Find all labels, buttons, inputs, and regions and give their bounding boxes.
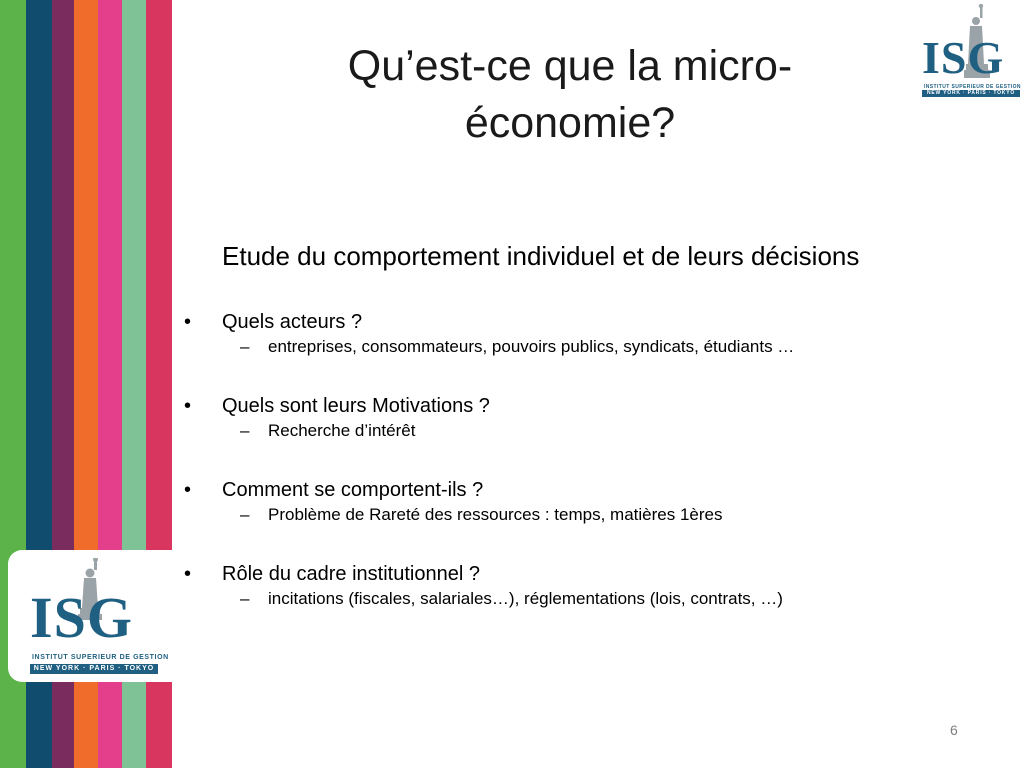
logo-tagline: INSTITUT SUPERIEUR DE GESTION xyxy=(32,654,169,661)
sub-bullet-marker: – xyxy=(240,505,250,524)
bullet-label: Quels sont leurs Motivations ? xyxy=(222,395,490,417)
logo-tagline: INSTITUT SUPERIEUR DE GESTION xyxy=(924,84,1021,90)
sub-bullet-label: Problème de Rareté des ressources : temps, matières 1ères xyxy=(268,505,723,524)
page-number: 6 xyxy=(950,722,958,738)
intro-text: Etude du comportement individuel et de leurs décisions xyxy=(222,241,860,271)
slide-title: Qu’est-ce que la micro-économie? xyxy=(347,42,793,147)
sub-bullet-marker: – xyxy=(240,421,250,440)
bullet-item xyxy=(184,477,942,503)
side-logo xyxy=(8,550,172,682)
sub-bullet-item xyxy=(222,419,942,443)
sub-bullet-item xyxy=(222,335,942,359)
bullet-marker: • xyxy=(184,479,192,501)
logo-text: ISG xyxy=(30,585,133,650)
bullet-label: Comment se comportent-ils ? xyxy=(222,479,484,501)
logo-text: ISG xyxy=(922,32,1005,83)
logo-cities: NEW YORK · PARIS · TOKYO xyxy=(922,90,1020,97)
bullet-item xyxy=(184,393,942,419)
sub-bullet-marker: – xyxy=(240,337,250,356)
bullet-label: Rôle du cadre institutionnel ? xyxy=(222,563,480,585)
bullet-item xyxy=(184,309,942,335)
sub-bullet-label: Recherche d’intérêt xyxy=(268,421,416,440)
bullet-marker: • xyxy=(184,563,192,585)
header-logo xyxy=(920,4,1022,96)
sub-bullet-item xyxy=(222,503,942,527)
bullet-item xyxy=(184,561,942,587)
slide-body xyxy=(184,240,942,645)
sub-bullet-label: incitations (fiscales, salariales…), réglementations (lois, contrats, …) xyxy=(268,589,783,608)
bullet-label: Quels acteurs ? xyxy=(222,311,363,333)
logo-cities: NEW YORK · PARIS · TOKYO xyxy=(30,664,158,674)
sub-bullet-marker: – xyxy=(240,589,250,608)
sub-bullet-label: entreprises, consommateurs, pouvoirs publics, syndicats, étudiants … xyxy=(268,337,795,356)
bullet-marker: • xyxy=(184,311,192,333)
bullet-marker: • xyxy=(184,395,192,417)
sub-bullet-item xyxy=(222,587,942,611)
